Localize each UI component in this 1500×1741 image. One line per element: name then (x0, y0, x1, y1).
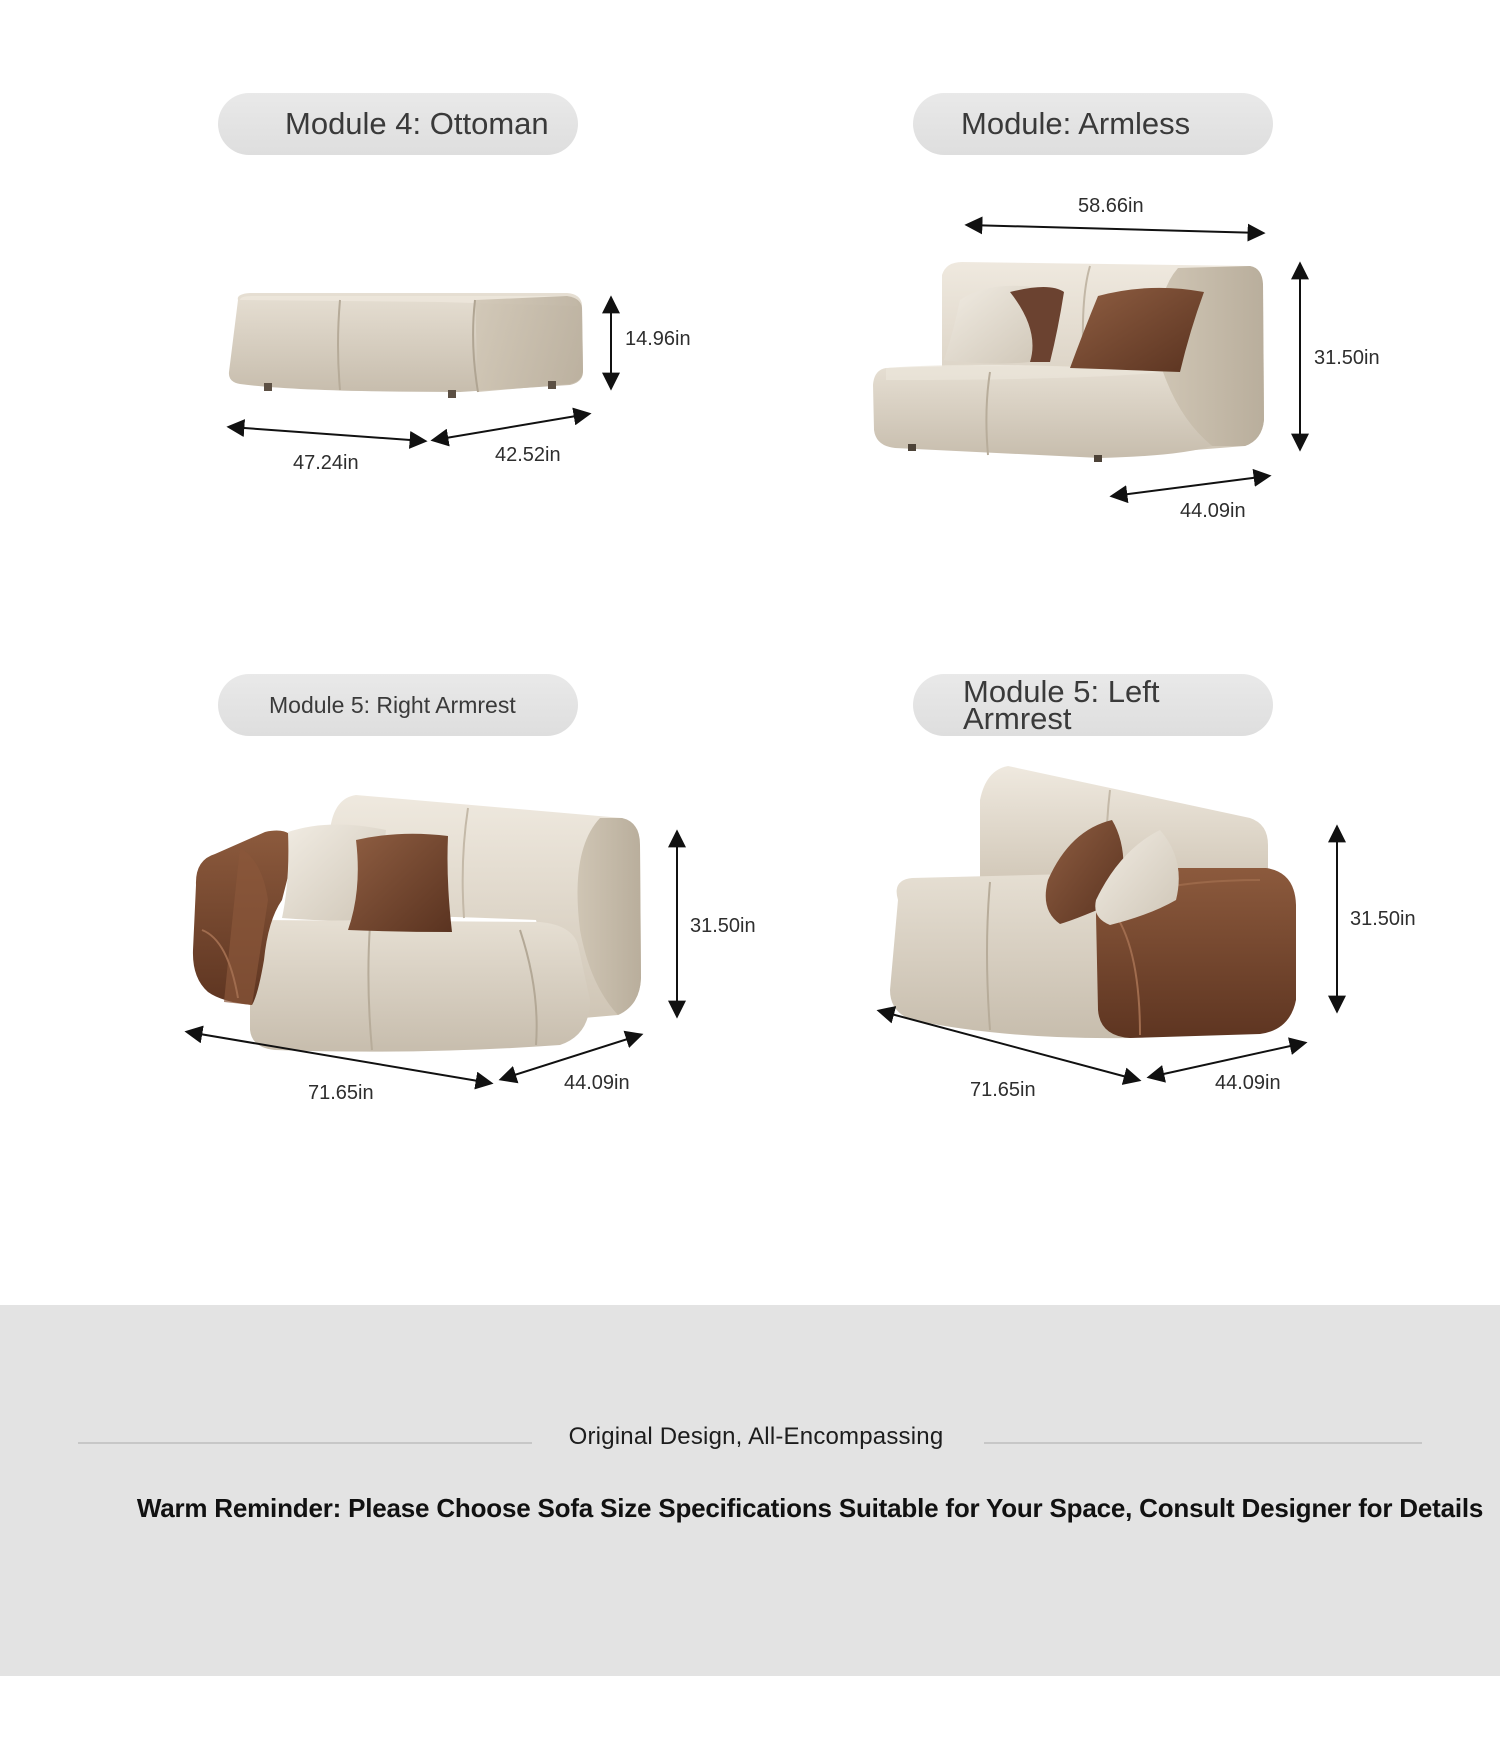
ottoman-width-arrow (230, 427, 424, 441)
footer-tagline: Original Design, All-Encompassing (568, 1423, 944, 1450)
left-armrest-width-label: 71.65in (970, 1079, 1036, 1101)
armless-depth-label: 44.09in (1180, 500, 1246, 522)
left-armrest-height-label: 31.50in (1350, 908, 1416, 930)
right-armrest-width-label: 71.65in (308, 1082, 374, 1104)
ottoman-depth-label: 42.52in (495, 444, 561, 466)
armless-width-arrow (968, 225, 1262, 233)
right-armrest-illustration (193, 795, 641, 1052)
module-left-armrest-title-line1: Module 5: Left (963, 674, 1160, 709)
module-ottoman-title (218, 93, 578, 155)
module-left-armrest-title (913, 674, 1273, 736)
module-armless-title-text: Module: Armless (961, 106, 1191, 141)
module-right-armrest-title-text: Module 5: Right Armrest (269, 691, 516, 718)
ottoman-height-label: 14.96in (625, 328, 691, 350)
armless-width-label: 58.66in (1078, 195, 1144, 217)
footer-reminder: Warm Reminder: Please Choose Sofa Size Specifications Suitable for Your Space, Consult Designer for Details (136, 1493, 1484, 1523)
armless-depth-arrow (1113, 476, 1268, 496)
right-armrest-height-label: 31.50in (690, 915, 756, 937)
module-left-armrest-title-line2: Armrest (963, 701, 1072, 736)
module-right-armrest-title (218, 674, 578, 736)
armless-illustration (873, 262, 1264, 462)
ottoman-illustration (229, 293, 583, 398)
ottoman-width-label: 47.24in (293, 452, 359, 474)
left-armrest-illustration (890, 766, 1296, 1038)
right-armrest-depth-label: 44.09in (564, 1072, 630, 1094)
left-armrest-depth-label: 44.09in (1215, 1072, 1281, 1094)
ottoman-depth-arrow (434, 414, 588, 440)
module-armless-title (913, 93, 1273, 155)
module-ottoman-title-text: Module 4: Ottoman (285, 106, 549, 141)
armless-height-label: 31.50in (1314, 347, 1380, 369)
